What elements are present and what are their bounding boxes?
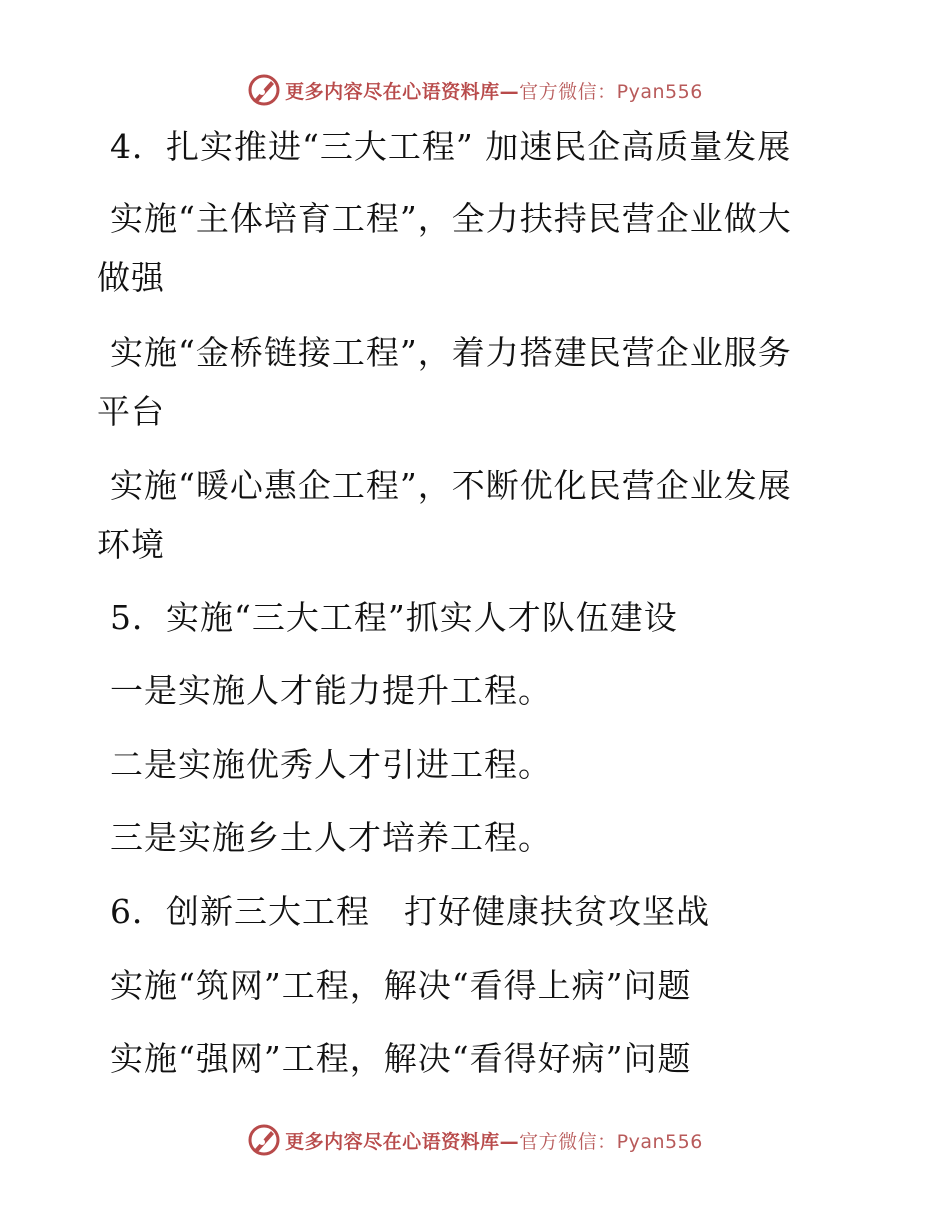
paragraph-line: 环境 (97, 525, 165, 564)
pen-seal-icon (247, 1123, 281, 1157)
footer-banner (0, 1120, 950, 1160)
paragraph-line: 做强 (97, 258, 165, 297)
paragraph-line: 实施“筑网”工程，解决“看得上病”问题 (110, 966, 692, 1005)
heading-6: 6．创新三大工程 打好健康扶贫攻坚战 (110, 892, 710, 931)
heading-5: 5．实施“三大工程”抓实人才队伍建设 (110, 598, 678, 637)
paragraph-line: 实施“金桥链接工程”，着力搭建民营企业服务 (110, 333, 792, 372)
paragraph-line: 实施“主体培育工程”，全力扶持民营企业做大 (110, 199, 792, 238)
paragraph-line: 实施“暖心惠企工程”，不断优化民营企业发展 (110, 466, 792, 505)
heading-4: 4．扎实推进“三大工程” 加速民企高质量发展 (110, 127, 792, 166)
paragraph-line: 实施“强网”工程，解决“看得好病”问题 (110, 1039, 692, 1078)
paragraph-line: 平台 (97, 392, 165, 431)
banner-text: 更多内容尽在心语资料库—官方微信：Pyan556 (285, 80, 703, 103)
header-banner (0, 70, 950, 110)
paragraph-line: 二是实施优秀人才引进工程。 (110, 745, 552, 784)
paragraph-line: 三是实施乡土人才培养工程。 (110, 818, 552, 857)
banner-text: 更多内容尽在心语资料库—官方微信：Pyan556 (285, 1130, 703, 1153)
pen-seal-icon (247, 73, 281, 107)
paragraph-line: 一是实施人才能力提升工程。 (110, 671, 552, 710)
